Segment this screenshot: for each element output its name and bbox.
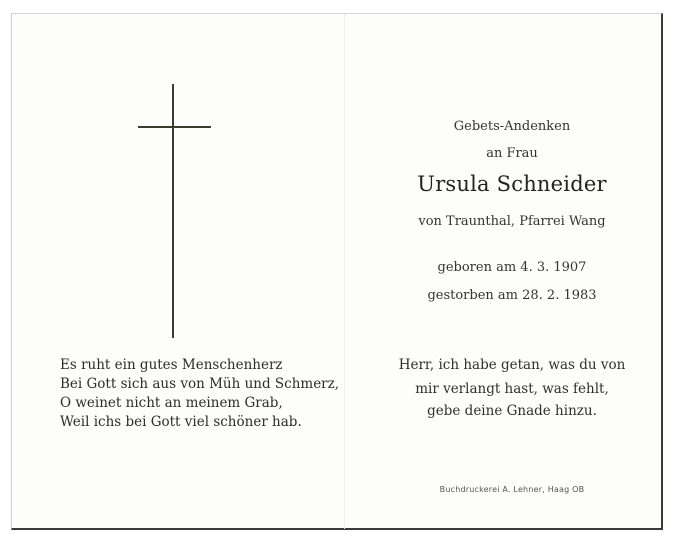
card-heading: Gebets-Andenken: [453, 119, 571, 134]
cross-icon-horizontal-beam: [138, 126, 211, 128]
poem-line: Es ruht ein gutes Menschenherz: [60, 357, 283, 373]
card-fold-line: [344, 14, 345, 529]
prayer-line: Herr, ich habe getan, was du von: [398, 357, 626, 373]
cross-icon-vertical-beam: [172, 84, 174, 338]
deceased-name: Ursula Schneider: [417, 172, 607, 196]
prayer-line: mir verlangt hast, was fehlt,: [415, 381, 609, 397]
printer-credit: Buchdruckerei A. Lehner, Haag OB: [439, 485, 585, 494]
salutation: an Frau: [486, 146, 538, 161]
poem-line: O weinet nicht an meinem Grab,: [60, 395, 283, 411]
death-date: gestorben am 28. 2. 1983: [427, 288, 597, 303]
poem-line: Bei Gott sich aus von Müh und Schmerz,: [60, 376, 340, 392]
poem: [60, 356, 340, 432]
poem-line: Weil ichs bei Gott viel schöner hab.: [60, 414, 302, 430]
prayer-line: gebe deine Gnade hinzu.: [427, 403, 597, 419]
birth-date: geboren am 4. 3. 1907: [437, 260, 587, 275]
origin: von Traunthal, Pfarrei Wang: [418, 214, 606, 229]
